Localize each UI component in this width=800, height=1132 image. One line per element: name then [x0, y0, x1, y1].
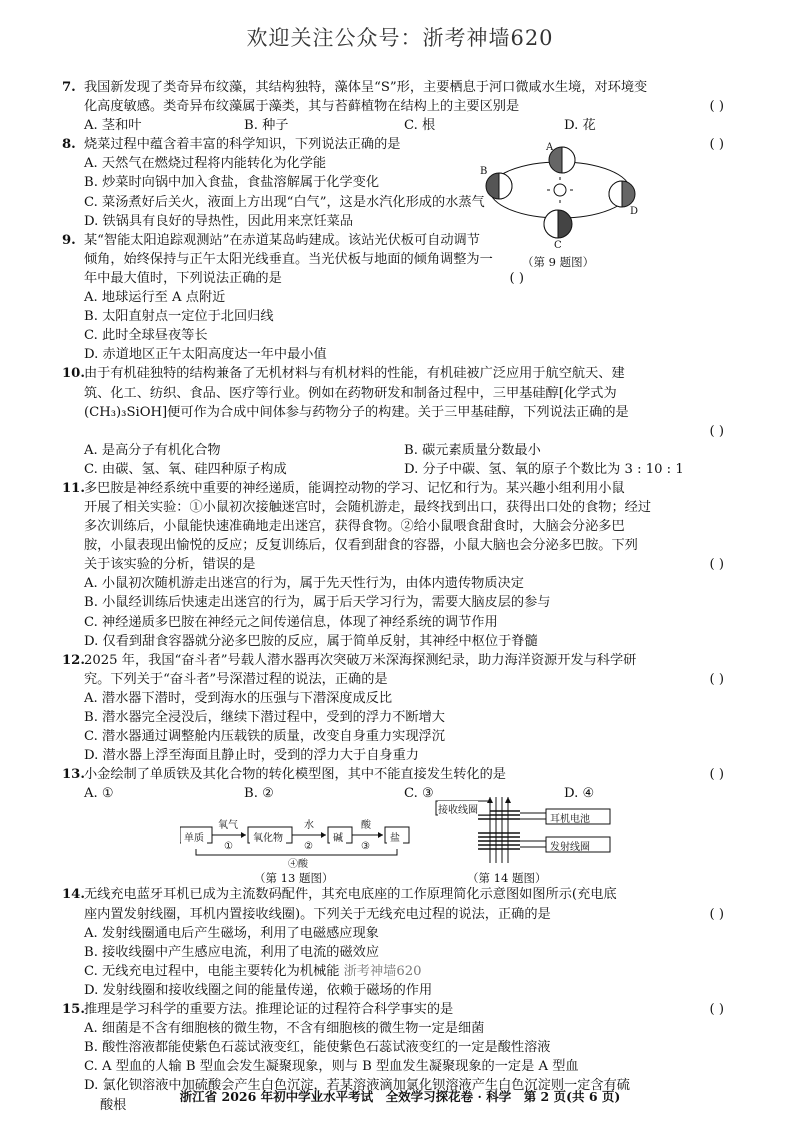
earth-b	[486, 173, 512, 199]
option-b: B. ②	[244, 786, 274, 802]
question-stem: 多巴胺是神经系统中重要的神经递质，能调控动物的学习、记忆和行为。某兴趣小组利用小鼠	[84, 480, 625, 496]
banner-title: 欢迎关注公众号：浙考神墙620	[246, 26, 554, 50]
question-number: 15.	[62, 1002, 85, 1018]
box-salt: 盐	[387, 829, 403, 848]
option-a: A. 潜水器下潜时，受到海水的压强与下潜深度成反比	[84, 690, 393, 706]
receiver-coil-label: 接收线圈	[438, 801, 478, 820]
figure-9	[478, 142, 643, 272]
question-number: 11.	[62, 480, 85, 496]
figure-9-caption: （第 9 题图）	[522, 255, 595, 269]
option-d-continued: 酸根	[100, 1097, 127, 1113]
arrow-label: 水	[304, 820, 314, 832]
question-stem: 年中最大值时，下列说法正确的是	[84, 270, 282, 286]
option-d: D. ④	[564, 786, 595, 802]
answer-bracket: ( )	[709, 671, 724, 687]
question-stem: 烧菜过程中蕴含着丰富的科学知识，下列说法正确的是	[84, 137, 401, 153]
question-stem: 筑、化工、纺织、食品、医疗等行业。例如在药物研发和制备过程中，三甲基硅醇[化学式为	[84, 385, 617, 401]
question-stem: 2025 年，我国“奋斗者”号载人潜水器再次突破万米深海探测纪录，助力海洋资源开发与科学研	[84, 652, 637, 668]
box-element: 单质	[181, 829, 207, 848]
label-a: A	[546, 142, 554, 153]
page-footer: 浙江省 2026 年初中学业水平考试 全效学习探花卷 · 科学 第 2 页(共 6 页)	[179, 1089, 621, 1104]
transmitter-coil-label: 发射线圈	[550, 842, 590, 854]
option-d: D. 发射线圈和接收线圈之间的能量传递，依赖于磁场的作用	[84, 982, 433, 998]
answer-bracket: ( )	[709, 767, 724, 783]
label-b: B	[480, 166, 488, 177]
earth-d	[609, 181, 635, 207]
figure-14	[434, 797, 634, 869]
question-stem: 无线充电蓝牙耳机已成为主流数码配件，其充电底座的工作原理简化示意图如图所示(充电底	[84, 887, 617, 903]
option-b: B. 小鼠经训练后快速走出迷宫的行为，属于后天学习行为，需要大脑皮层的参与	[84, 595, 551, 611]
option-b: B. 潜水器完全浸没后，继续下潜过程中，受到的浮力不断增大	[84, 710, 445, 725]
option-c: C. A 型血的人输 B 型血会发生凝聚现象，则与 B 型血发生凝聚现象的一定是 A 型血	[84, 1059, 579, 1075]
earphone-battery-label: 耳机电池	[550, 814, 590, 826]
question-stem: 多次训练后，小鼠能快速准确地走出迷宫，获得食物。②给小鼠喂食甜食时，大脑会分泌多巴	[84, 519, 625, 535]
option-a: A. ①	[84, 786, 114, 802]
option-a: A. 细菌是不含有细胞核的微生物，不含有细胞核的微生物一定是细菌	[84, 1021, 485, 1037]
option-d: D. 花	[564, 118, 596, 134]
arrow-label: 氧气	[218, 820, 238, 832]
earth-c	[544, 210, 572, 238]
answer-bracket: ( )	[709, 1002, 724, 1018]
options	[84, 116, 724, 135]
arrow-label: ④酸	[288, 859, 308, 871]
question-10	[62, 364, 724, 478]
box-base: 碱	[330, 829, 346, 848]
option-d: D. 分子中碳、氢、氧的原子个数比为 3 : 10 : 1	[404, 461, 684, 477]
question-stem: 开展了相关实验：①小鼠初次接触迷宫时，会随机游走，最终找到出口，获得出口处的食物；经过	[84, 499, 652, 515]
question-stem: 倾角，始终保持与正午太阳光线垂直。当光伏板与地面的倾角调整为一	[84, 251, 493, 267]
question-7	[62, 78, 724, 135]
answer-bracket: ( )	[709, 137, 724, 153]
box-oxide: 氧化物	[250, 829, 286, 848]
question-stem: 化高度敏感。类奇异布纹藻属于藻类，其与苔藓植物在结构上的主要区别是	[84, 99, 520, 115]
answer-bracket: ( )	[709, 423, 724, 439]
answer-bracket: ( )	[509, 270, 524, 286]
option-b: B. 种子	[244, 118, 289, 134]
label-d: D	[630, 206, 639, 217]
figures-row	[84, 803, 724, 885]
figure-14-caption: （第 14 题图）	[467, 871, 547, 886]
earth-orbit-diagram	[478, 142, 643, 254]
answer-bracket: ( )	[709, 557, 724, 573]
watermark: 浙考神墙620	[343, 963, 422, 979]
question-stem: 小金绘制了单质铁及其化合物的转化模型图，其中不能直接发生转化的是	[84, 767, 506, 783]
option-b: B. 碳元素质量分数最小	[404, 442, 541, 458]
sun-icon	[547, 177, 573, 203]
question-stem: 我国新发现了类奇异布纹藻，其结构独特，藻体呈“S”形，主要栖息于河口微咸水生境，对环境变	[84, 80, 648, 95]
arrow-label: ③	[361, 841, 370, 853]
figure-13-caption: （第 13 题图）	[254, 871, 334, 886]
option-a: A. 是高分子有机化合物	[84, 442, 221, 458]
question-number: 8.	[62, 137, 76, 153]
option-d: D. 仅看到甜食容器就分泌多巴胺的反应，属于简单反射，其神经中枢位于脊髓	[84, 633, 538, 649]
option-a: A. 茎和叶	[84, 118, 142, 134]
option-c: C. 菜汤煮好后关火，液面上方出现“白气”，这是水汽化形成的水蒸气	[84, 194, 485, 210]
arrow-label: ②	[304, 841, 313, 853]
option-c: C. 潜水器通过调整舱内压载铁的质量，改变自身重力实现浮沉	[84, 729, 445, 745]
question-number: 9.	[62, 232, 76, 248]
question-stem: 某“智能太阳追踪观测站”在赤道某岛屿建成。该站光伏板可自动调节	[84, 232, 480, 248]
option-d: D. 铁锅具有良好的导热性，因此用来烹饪菜品	[84, 213, 354, 229]
option-a: A. 地球运行至 A 点附近	[84, 290, 226, 306]
option-b: B. 酸性溶液都能使紫色石蕊试液变红，能使紫色石蕊试液变红的一定是酸性溶液	[84, 1040, 551, 1056]
option-c: C. 神经递质多巴胺在神经元之间传递信息，体现了神经系统的调节作用	[84, 614, 498, 630]
option-c: C. 由碳、氢、氧、硅四种原子构成	[84, 461, 287, 477]
arrow-label: ①	[224, 841, 233, 853]
option-b: B. 炒菜时向锅中加入食盐，食盐溶解属于化学变化	[84, 175, 380, 191]
question-stem: (CH₃)₃SiOH]便可作为合成中间体参与药物分子的构建。关于三甲基硅醇，下列说法正确的是	[84, 404, 629, 420]
option-c: C. ③	[404, 786, 434, 802]
arrow-label: 酸	[361, 820, 371, 832]
figure-13	[180, 817, 450, 871]
answer-bracket: ( )	[709, 99, 724, 115]
question-stem: 座内置发射线圈，耳机内置接收线圈)。下列关于无线充电过程的说法，正确的是	[84, 906, 551, 922]
question-12	[62, 651, 724, 766]
option-a: A. 发射线圈通电后产生磁场，利用了电磁感应现象	[84, 925, 379, 941]
question-14	[62, 885, 724, 1000]
question-stem: 推理是学习科学的重要方法。推理论证的过程符合科学事实的是	[84, 1002, 454, 1018]
option-d: D. 氯化钡溶液中加硫酸会产生白色沉淀，若某溶液滴加氯化钡溶液产生白色沉淀则一定含有硫	[84, 1078, 630, 1094]
option-c: C. 根	[404, 118, 436, 134]
option-a: A. 天然气在燃烧过程将内能转化为化学能	[84, 156, 327, 172]
option-b: B. 太阳直射点一定位于北回归线	[84, 309, 274, 325]
options	[84, 441, 724, 479]
question-number: 14.	[62, 887, 85, 903]
question-11	[62, 479, 724, 651]
question-number: 13.	[62, 767, 85, 783]
option-d: D. 赤道地区正午太阳高度达一年中最小值	[84, 347, 327, 363]
option-d: D. 潜水器上浮至海面且静止时，受到的浮力大于自身重力	[84, 748, 419, 764]
option-a: A. 小鼠初次随机游走出迷宫的行为，属于先天性行为，由体内遗传物质决定	[84, 576, 524, 592]
option-c: C. 无线充电过程中，电能主要转化为机械能	[84, 963, 340, 979]
option-c: C. 此时全球昼夜等长	[84, 328, 208, 344]
label-c: C	[554, 240, 562, 251]
question-stem: 关于该实验的分析，错误的是	[84, 557, 256, 573]
option-b: B. 接收线圈中产生感应电流，利用了电流的磁效应	[84, 944, 380, 960]
question-13	[62, 765, 724, 886]
question-stem: 究。下列关于“奋斗者”号深潜过程的说法，正确的是	[84, 671, 388, 687]
question-number: 12.	[62, 652, 85, 668]
question-number: 7.	[62, 80, 76, 95]
answer-bracket: ( )	[709, 906, 724, 922]
question-stem: 胺，小鼠表现出愉悦的反应；反复训练后，仅看到甜食的容器，小鼠大脑也会分泌多巴胺。下列	[84, 538, 638, 554]
question-stem: 由于有机硅独特的结构兼备了无机材料与有机材料的性能，有机硅被广泛应用于航空航天、建	[84, 366, 625, 382]
question-number: 10.	[62, 366, 85, 382]
